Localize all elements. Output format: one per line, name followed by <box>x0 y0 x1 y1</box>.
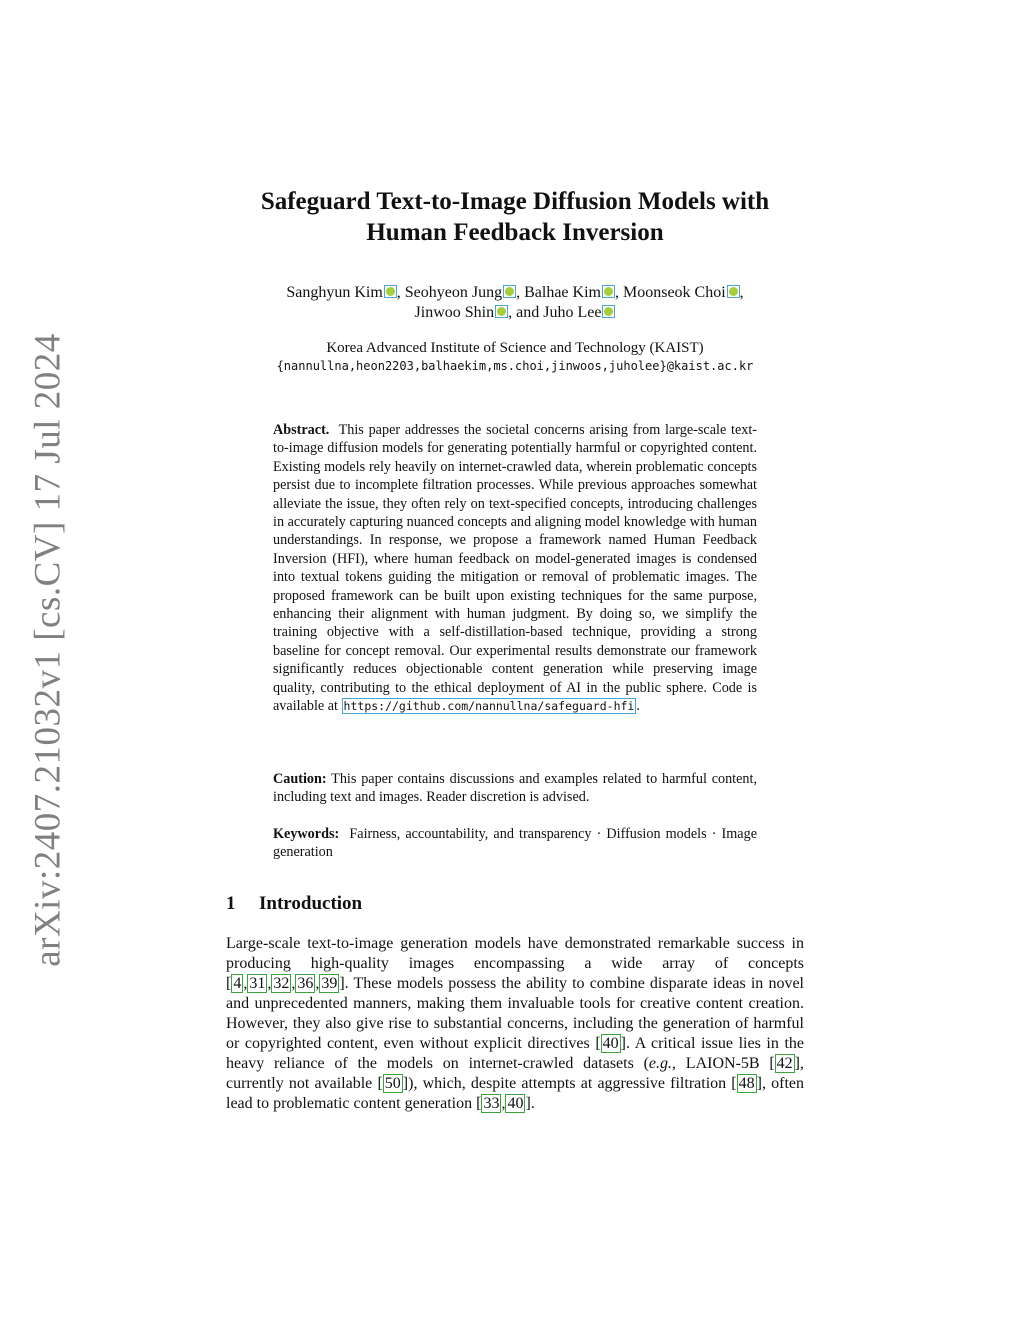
author-name: Sanghyun Kim <box>286 284 383 301</box>
intro-text: ], often lead to problematic content generation [ <box>226 1075 805 1112</box>
intro-text: ]. A critical issue lies in the heavy reliance of the models on internet-crawled datasets ( <box>226 1035 804 1072</box>
orcid-icon[interactable] <box>602 305 615 318</box>
author-name: Moonseok Choi <box>622 284 726 301</box>
caution-label: Caution: <box>273 771 327 787</box>
abstract-text: This paper addresses the societal concerns arising from large-scale text-to-image diffusion models for generating potentially harmful or copyrighted content. Existing models rely heavily on internet-crawled data, wherein problematic concepts persist due to incomplete filtration processes. While previous approaches somewhat alleviate the issue, they often rely on text-specified concepts, introducing challenges in accurately capturing nuanced concepts and aligning model knowledge with human understandings. In response, we propose a framework named Human Feedback Inversion (HFI), where human feedback on model-generated images is condensed into textual tokens guiding the mitigation or removal of problematic images. The proposed framework can be built upon existing techniques for the same purpose, enhancing their alignment with human judgment. By doing so, we simplify the training objective with a self-distillation-based technique, providing a strong baseline for concept removal. Our experimental results demonstrate our framework significantly reduces objectionable content generation while preserving image quality, contributing to the ethical deployment of AI in the public sphere. <box>273 422 757 696</box>
orcid-icon[interactable] <box>503 285 516 298</box>
citation-link[interactable]: 36 <box>297 975 314 992</box>
intro-text: Large-scale text-to-image generation models have demonstrated remarkable success in producing high-quality images encompassing a wide array of concepts [ <box>226 935 804 992</box>
intro-text: , <box>243 975 248 992</box>
intro-text: ], currently not available [ <box>226 1055 804 1092</box>
orcid-icon[interactable] <box>727 285 740 298</box>
author-name: Juho Lee <box>543 304 602 321</box>
orcid-icon[interactable] <box>495 305 508 318</box>
affiliation: Korea Advanced Institute of Science and Technology (KAIST) <box>326 340 704 356</box>
orcid-icon[interactable] <box>602 285 615 298</box>
intro-text: ]. These models possess the ability to combine disparate ideas in novel and unprecedented manners, making them invaluable tools for creative content creation. However, they also give rise to substantial concerns, including the generation of harmful or copyrighted content, even without explicit directives [ <box>226 975 804 1052</box>
author-list: Sanghyun Kim , Seohyeon Jung , Balhae Kim , Moonseok Choi , Jinwoo Shin , and Juho Lee <box>286 284 744 321</box>
arxiv-stamp: arXiv:2407.21032v1 [cs.CV] 17 Jul 2024 <box>27 333 69 967</box>
author-emails: {nannullna,heon2203,balhaekim,ms.choi,jinwoos,juholee}@kaist.ac.kr <box>276 359 754 373</box>
author-name: Seohyeon Jung <box>404 284 503 301</box>
intro-text: , <box>267 975 272 992</box>
paper-title <box>200 186 830 248</box>
section-title: Introduction <box>259 893 363 914</box>
intro-text: e.g. <box>648 1055 673 1072</box>
title-line-2: Human Feedback Inversion <box>366 219 664 246</box>
orcid-icon[interactable] <box>384 285 397 298</box>
keywords-label: Keywords: <box>273 826 340 842</box>
section-heading <box>226 893 362 915</box>
code-link[interactable]: https://github.com/nannullna/safeguard-hfi <box>343 699 635 714</box>
citation-link[interactable]: 4 <box>233 975 242 992</box>
citation-link[interactable]: 48 <box>738 1075 755 1092</box>
citation-link[interactable]: 33 <box>483 1095 500 1112</box>
citation-link[interactable]: 42 <box>776 1055 793 1072</box>
intro-text: , <box>291 975 296 992</box>
caution-text: This paper contains discussions and examples related to harmful content, including text and images. Reader discretion is advised. <box>273 771 757 806</box>
intro-text: ]), which, despite attempts at aggressive filtration [ <box>402 1075 737 1092</box>
introduction-paragraph <box>226 934 804 1114</box>
citation-link[interactable]: 32 <box>273 975 290 992</box>
citation-link[interactable]: 50 <box>384 1075 401 1092</box>
abstract: Abstract. This paper addresses the societal concerns arising from large-scale text-to-image diffusion models for generating potentially harmful or copyrighted content. Existing models rely heavily on internet-crawled data, wherein problematic concepts persist due to incomplete filtration processes. While previous approaches somewhat alleviate the issue, they often rely on text-specified concepts, introducing challenges in accurately capturing nuanced concepts and aligning model knowledge with human understandings. In response, we propose a framework named Human Feedback Inversion (HFI), where human feedback on model-generated images is condensed into textual tokens guiding the mitigation or removal of problematic images. The proposed framework can be built upon existing techniques for the same purpose, enhancing their alignment with human judgment. By doing so, we simplify the training objective with a self-distillation-based technique, providing a strong baseline for concept removal. Our experimental results demonstrate our framework significantly reduces objectionable content generation while preserving image quality, contributing to the ethical deployment of AI in the public sphere. Code is available at https://github.com/nannullna/safeguard-hfi . <box>273 422 758 715</box>
citation-link[interactable]: 31 <box>249 975 266 992</box>
caution-note <box>273 770 757 807</box>
intro-text: , <box>315 975 320 992</box>
citation-link[interactable]: 40 <box>602 1035 619 1052</box>
section-number: 1 <box>226 893 236 914</box>
citation-link[interactable]: 39 <box>321 975 338 992</box>
intro-text: , LAION-5B [ <box>672 1055 775 1072</box>
title-line-1: Safeguard Text-to-Image Diffusion Models with <box>260 188 770 215</box>
abstract-label: Abstract. <box>273 422 330 438</box>
citation-link[interactable]: 40 <box>507 1095 524 1112</box>
keywords-text: Fairness, accountability, and transparency · Diffusion models · Image generation <box>273 826 757 861</box>
author-name: Balhae Kim <box>524 284 601 301</box>
author-name: Jinwoo Shin <box>414 304 495 321</box>
code-availability-text: Code is available at <box>273 679 758 715</box>
intro-text: , <box>501 1095 506 1112</box>
keywords <box>273 825 757 862</box>
intro-text: ]. <box>525 1095 535 1112</box>
